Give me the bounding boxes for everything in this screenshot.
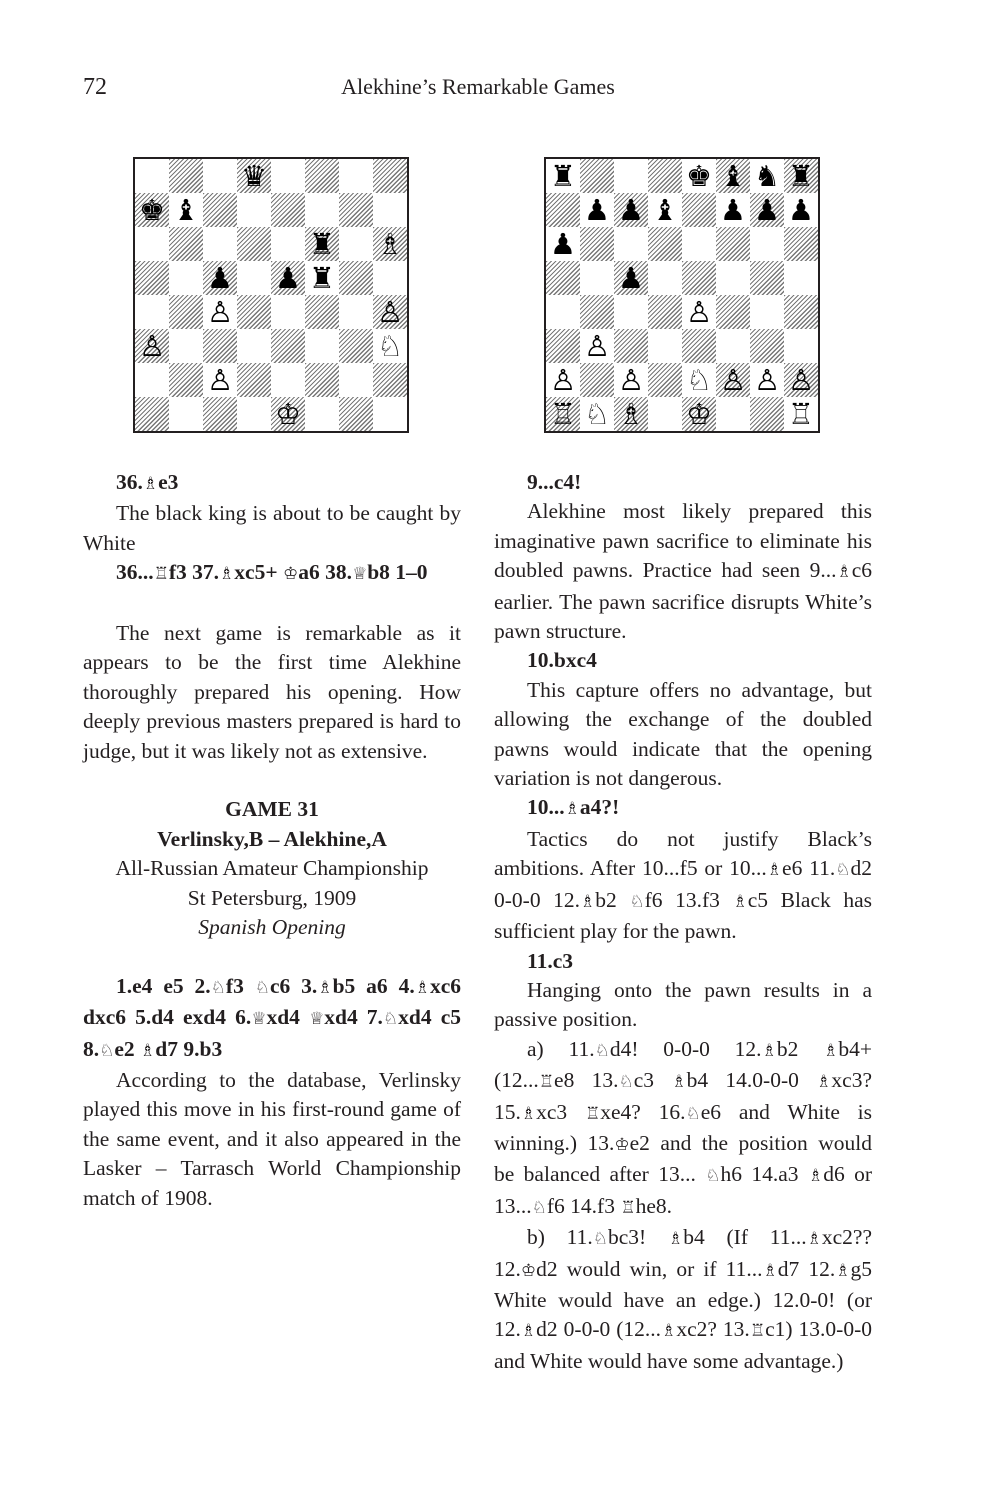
- board-square: [614, 227, 648, 261]
- text-run: xc3? 15.: [494, 1068, 872, 1124]
- board-square: [648, 363, 682, 397]
- knight-figurine-icon: ♘: [99, 1040, 115, 1061]
- text-run: Tactics do not justify Black’s ambitions. After 10...f5 or 10...: [494, 826, 872, 881]
- black-knight-icon: ♞: [754, 159, 780, 193]
- board-square: [716, 227, 750, 261]
- black-pawn-icon: ♟: [754, 193, 780, 227]
- bishop-figurine-icon: ♗: [140, 1040, 156, 1061]
- bishop-figurine-icon: ♗: [580, 891, 596, 912]
- text-run: e2 and the position would be balanced after 13...: [494, 1130, 872, 1187]
- bishop-figurine-icon: ♗: [762, 1260, 778, 1281]
- text-run: xc2?? 12.: [494, 1225, 872, 1281]
- king-figurine-icon: ♔: [282, 564, 299, 585]
- board-square: [169, 261, 203, 295]
- text-run: g5 White would have an edge.) 12.0-0! (or 12.: [494, 1256, 872, 1342]
- board-square: [784, 261, 818, 295]
- board-square: [169, 363, 203, 397]
- bishop-figurine-icon: ♗: [668, 1229, 684, 1250]
- chess-diagram-left: [133, 157, 409, 433]
- black-pawn-icon: ♟: [207, 261, 233, 295]
- board-square: [373, 397, 407, 431]
- white-pawn-icon: ♙: [207, 363, 233, 397]
- bishop-figurine-icon: ♗: [816, 1072, 832, 1093]
- board-square: [339, 397, 373, 431]
- board-square: [305, 295, 339, 329]
- board-square: [135, 363, 169, 397]
- white-knight-icon: ♘: [686, 363, 712, 397]
- board-square: [305, 329, 339, 363]
- bishop-figurine-icon: ♗: [317, 977, 333, 998]
- board-square: [750, 261, 784, 295]
- white-rook-icon: ♖: [550, 397, 576, 431]
- text-run: a4?!: [579, 795, 620, 820]
- move-line: [494, 793, 872, 824]
- board-square: [648, 397, 682, 431]
- bishop-figurine-icon: ♗: [142, 474, 159, 494]
- board-square: [339, 295, 373, 329]
- board-square: [339, 363, 373, 397]
- white-pawn-icon: ♙: [618, 363, 644, 397]
- black-pawn-icon: ♟: [618, 261, 644, 295]
- text-run: The black king is about to be caught by White: [83, 501, 461, 555]
- board-square: [614, 159, 648, 193]
- text-run: f3: [225, 973, 255, 998]
- board-square: [648, 159, 682, 193]
- black-rook-icon: ♜: [309, 261, 335, 295]
- text-run: xc3: [536, 1099, 585, 1124]
- text-run: xe4? 16.: [600, 1099, 686, 1124]
- bishop-figurine-icon: ♗: [564, 799, 580, 820]
- text-run: xd4 7.: [324, 1005, 383, 1030]
- board-square: [682, 227, 716, 261]
- white-pawn-icon: ♙: [584, 329, 610, 363]
- black-rook-icon: ♜: [788, 159, 814, 193]
- text-run: 10...: [527, 795, 565, 820]
- text-run: d2 would win, or if 11...: [536, 1256, 763, 1281]
- board-square: [546, 261, 580, 295]
- board-square: [373, 363, 407, 397]
- bishop-figurine-icon: ♗: [671, 1072, 687, 1093]
- text-run: b2: [776, 1036, 824, 1061]
- white-king-icon: ♔: [686, 397, 712, 431]
- text-run: d2 0-0-0 12.: [494, 856, 872, 912]
- text-run: Spanish Opening: [198, 915, 346, 940]
- text-run: d7 12.: [777, 1256, 836, 1281]
- board-square: [716, 397, 750, 431]
- knight-figurine-icon: ♘: [210, 977, 226, 998]
- board-square: [580, 159, 614, 193]
- board-square: [750, 295, 784, 329]
- board-square: [169, 227, 203, 261]
- board-square: [682, 193, 716, 227]
- white-pawn-icon: ♙: [686, 295, 712, 329]
- board-square: [237, 363, 271, 397]
- knight-figurine-icon: ♘: [531, 1197, 547, 1218]
- board-square: [546, 329, 580, 363]
- board-square: [237, 227, 271, 261]
- game-heading-line: [83, 884, 461, 913]
- left-column: [83, 468, 461, 1213]
- board-square: [237, 193, 271, 227]
- text-run: This capture offers no advantage, but allowing the exchange of the doubled pawns would indicate that the opening variation is not dangerous.: [494, 677, 872, 791]
- board-square: [203, 159, 237, 193]
- move-line: [83, 558, 461, 589]
- text-run: xc2? 13.: [676, 1317, 750, 1342]
- paragraph: [83, 619, 461, 766]
- black-king-icon: ♚: [139, 193, 165, 227]
- rook-figurine-icon: ♖: [749, 1321, 766, 1342]
- text-run: d7 9.b3: [155, 1036, 223, 1061]
- knight-figurine-icon: ♘: [618, 1072, 634, 1093]
- board-square: [648, 329, 682, 363]
- black-pawn-icon: ♟: [550, 227, 576, 261]
- move-line: [83, 972, 461, 1066]
- rook-figurine-icon: ♖: [620, 1197, 636, 1218]
- board-square: [135, 397, 169, 431]
- board-square: [135, 159, 169, 193]
- white-pawn-icon: ♙: [720, 363, 746, 397]
- paragraph: [494, 976, 872, 1035]
- game-heading-line: [83, 795, 461, 824]
- board-square: [580, 261, 614, 295]
- text-run: b4 (If 11...: [683, 1225, 807, 1250]
- bishop-figurine-icon: ♗: [806, 1229, 822, 1250]
- page-number: 72: [83, 74, 107, 100]
- bishop-figurine-icon: ♗: [823, 1040, 839, 1061]
- text-run: e6 11.: [782, 856, 836, 881]
- text-run: xc5+: [234, 560, 283, 585]
- board-square: [237, 329, 271, 363]
- board-square: [203, 193, 237, 227]
- move-line: [494, 468, 872, 497]
- bishop-figurine-icon: ♗: [520, 1103, 537, 1124]
- text-run: f6 14.f3: [546, 1193, 621, 1218]
- white-pawn-icon: ♙: [754, 363, 780, 397]
- text-run: 9...c4!: [527, 470, 582, 494]
- board-square: [784, 227, 818, 261]
- board-square: [135, 261, 169, 295]
- knight-figurine-icon: ♘: [594, 1040, 610, 1061]
- board-square: [339, 227, 373, 261]
- text-run: 10.bxc4: [527, 648, 597, 673]
- board-square: [305, 193, 339, 227]
- text-run: c6 3.: [269, 973, 318, 998]
- text-run: Hanging onto the pawn results in a passive position.: [494, 977, 872, 1032]
- text-run: bc3!: [608, 1225, 668, 1250]
- bishop-figurine-icon: ♗: [219, 564, 235, 585]
- board-square: [750, 227, 784, 261]
- board-square: [614, 329, 648, 363]
- board-square: [169, 295, 203, 329]
- board-square: [237, 261, 271, 295]
- board-square: [716, 295, 750, 329]
- queen-figurine-icon: ♕: [351, 564, 368, 585]
- king-figurine-icon: ♔: [520, 1260, 537, 1281]
- black-bishop-icon: ♝: [720, 159, 746, 193]
- black-bishop-icon: ♝: [652, 193, 678, 227]
- move-line: [83, 468, 461, 499]
- game-heading-line: [83, 854, 461, 883]
- text-run: f3 37.: [168, 560, 220, 585]
- text-run: According to the database, Verlinsky played this move in his first-round game of the same event, and it also appeared in the Lasker – Tarrasch World Championship match of 1908.: [83, 1068, 461, 1210]
- text-run: xd4: [266, 1005, 309, 1030]
- board-square: [237, 295, 271, 329]
- queen-figurine-icon: ♕: [309, 1009, 325, 1030]
- rook-figurine-icon: ♖: [538, 1072, 555, 1093]
- bishop-figurine-icon: ♗: [761, 1040, 777, 1061]
- board-square: [580, 363, 614, 397]
- white-pawn-icon: ♙: [377, 295, 403, 329]
- text-run: c5 Black has sufficient play for the pawn.: [494, 887, 872, 944]
- board-square: [614, 295, 648, 329]
- white-pawn-icon: ♙: [207, 295, 233, 329]
- paragraph: [83, 499, 461, 558]
- text-run: d6 or 13...: [494, 1162, 872, 1218]
- text-run: b5 a6 4.: [332, 973, 415, 998]
- queen-figurine-icon: ♕: [251, 1009, 267, 1030]
- board-square: [237, 397, 271, 431]
- board-square: [339, 329, 373, 363]
- board-square: [682, 261, 716, 295]
- text-run: d2 0-0-0 (12...: [536, 1317, 662, 1342]
- running-title: Alekhine’s Remarkable Games: [341, 74, 615, 99]
- black-queen-icon: ♛: [241, 159, 267, 193]
- text-run: d4! 0-0-0 12.: [609, 1036, 762, 1061]
- board-square: [716, 261, 750, 295]
- white-pawn-icon: ♙: [139, 329, 165, 363]
- white-knight-icon: ♘: [377, 329, 403, 363]
- board-square: [271, 363, 305, 397]
- rook-figurine-icon: ♖: [153, 564, 169, 585]
- chess-diagram-right: [544, 157, 820, 433]
- game-heading-line: [83, 825, 461, 854]
- paragraph: [494, 1223, 872, 1376]
- text-run: e6 and White is winning.) 13.: [494, 1099, 873, 1155]
- white-rook-icon: ♖: [788, 397, 814, 431]
- bishop-figurine-icon: ♗: [661, 1321, 677, 1342]
- text-run: c6 earlier. The pawn sacrifice disrupts White’s pawn structure.: [494, 558, 872, 644]
- board-square: [580, 295, 614, 329]
- board-square: [271, 295, 305, 329]
- board-square: [784, 295, 818, 329]
- text-run: 11.c3: [527, 948, 573, 973]
- text-run: xc6 dxc6 5.d4 exd4 6.: [83, 973, 461, 1030]
- white-knight-icon: ♘: [584, 397, 610, 431]
- black-pawn-icon: ♟: [584, 193, 610, 227]
- board-square: [135, 227, 169, 261]
- text-run: h6 14.a3: [720, 1162, 808, 1187]
- text-run: b4+ (12...: [494, 1036, 873, 1093]
- board-square: [373, 261, 407, 295]
- rook-figurine-icon: ♖: [584, 1103, 601, 1124]
- white-king-icon: ♔: [275, 397, 301, 431]
- white-bishop-icon: ♗: [618, 397, 644, 431]
- board-square: [271, 329, 305, 363]
- paragraph: [494, 497, 872, 646]
- board-square: [203, 329, 237, 363]
- board-square: [682, 329, 716, 363]
- board-square: [339, 159, 373, 193]
- board-square: [750, 397, 784, 431]
- text-run: c1) 13.0-0-0 and White would have some advantage.): [494, 1317, 872, 1373]
- board-square: [169, 329, 203, 363]
- text-run: a) 11.: [527, 1036, 595, 1061]
- text-run: f6 13.f3: [644, 887, 733, 912]
- black-king-icon: ♚: [686, 159, 712, 193]
- text-run: e2: [114, 1036, 141, 1061]
- board-square: [546, 295, 580, 329]
- text-run: 36...: [116, 560, 154, 585]
- board-square: [648, 295, 682, 329]
- text-run: Alekhine most likely prepared this imaginative pawn sacrifice to eliminate his doubled pawns. Practice had seen 9...: [494, 499, 872, 583]
- knight-figurine-icon: ♘: [382, 1009, 399, 1030]
- board-square: [203, 227, 237, 261]
- board-square: [339, 261, 373, 295]
- board-square: [546, 193, 580, 227]
- bishop-figurine-icon: ♗: [766, 860, 783, 881]
- board-square: [648, 227, 682, 261]
- game-heading-line: [83, 913, 461, 942]
- knight-figurine-icon: ♘: [629, 891, 645, 912]
- white-bishop-icon: ♗: [377, 227, 403, 261]
- text-run: GAME 31: [225, 797, 319, 822]
- text-run: a6 38.: [298, 560, 352, 585]
- board-square: [373, 159, 407, 193]
- text-run: xd4 c5 8.: [83, 1005, 461, 1061]
- text-run: b4 14.0-0-0: [686, 1068, 817, 1093]
- knight-figurine-icon: ♘: [592, 1229, 609, 1250]
- board-square: [135, 295, 169, 329]
- move-line: [494, 646, 872, 675]
- text-run: e8 13.: [554, 1068, 619, 1093]
- knight-figurine-icon: ♘: [254, 977, 270, 998]
- bishop-figurine-icon: ♗: [520, 1321, 537, 1342]
- text-run: 1.e4 e5 2.: [116, 973, 211, 998]
- knight-figurine-icon: ♘: [685, 1103, 701, 1124]
- board-square: [716, 329, 750, 363]
- text-run: b2: [595, 887, 630, 912]
- black-rook-icon: ♜: [550, 159, 576, 193]
- board-square: [373, 193, 407, 227]
- board-square: [580, 227, 614, 261]
- board-square: [339, 193, 373, 227]
- move-line: [494, 947, 872, 976]
- text-run: Verlinsky,B – Alekhine,A: [157, 826, 387, 851]
- black-bishop-icon: ♝: [173, 193, 199, 227]
- bishop-figurine-icon: ♗: [414, 977, 430, 998]
- text-run: he8.: [635, 1193, 672, 1218]
- board-square: [169, 159, 203, 193]
- board-square: [305, 397, 339, 431]
- board-square: [784, 329, 818, 363]
- king-figurine-icon: ♔: [614, 1134, 630, 1155]
- text-run: b) 11.: [527, 1225, 593, 1250]
- bishop-figurine-icon: ♗: [836, 562, 852, 583]
- board-square: [305, 159, 339, 193]
- paragraph: [494, 825, 872, 947]
- text-run: 36.: [116, 470, 143, 494]
- text-run: c3: [633, 1068, 672, 1093]
- white-pawn-icon: ♙: [550, 363, 576, 397]
- black-rook-icon: ♜: [309, 227, 335, 261]
- board-square: [271, 193, 305, 227]
- black-pawn-icon: ♟: [618, 193, 644, 227]
- black-pawn-icon: ♟: [275, 261, 301, 295]
- board-square: [648, 261, 682, 295]
- bishop-figurine-icon: ♗: [807, 1166, 824, 1187]
- board-square: [271, 227, 305, 261]
- text-run: All-Russian Amateur Championship: [115, 856, 429, 881]
- text-run: St Petersburg, 1909: [187, 885, 357, 910]
- paragraph: [83, 1066, 461, 1213]
- black-pawn-icon: ♟: [720, 193, 746, 227]
- board-square: [203, 397, 237, 431]
- knight-figurine-icon: ♘: [705, 1166, 721, 1187]
- text-run: The next game is remarkable as it appears to be the first time Alekhine thoroughly prepared his opening. How deeply previous masters prepared is hard to judge, but it was likely not as extensive.: [83, 621, 461, 763]
- paragraph: [494, 676, 872, 794]
- right-column: [494, 468, 872, 1376]
- black-pawn-icon: ♟: [788, 193, 814, 227]
- bishop-figurine-icon: ♗: [732, 891, 748, 912]
- board-square: [169, 397, 203, 431]
- bishop-figurine-icon: ♗: [835, 1260, 851, 1281]
- white-pawn-icon: ♙: [788, 363, 814, 397]
- text-run: e3: [158, 470, 179, 494]
- text-run: b8 1–0: [367, 560, 428, 585]
- board-square: [305, 363, 339, 397]
- paragraph: [494, 1035, 872, 1223]
- knight-figurine-icon: ♘: [835, 860, 851, 881]
- board-square: [271, 159, 305, 193]
- board-square: [750, 329, 784, 363]
